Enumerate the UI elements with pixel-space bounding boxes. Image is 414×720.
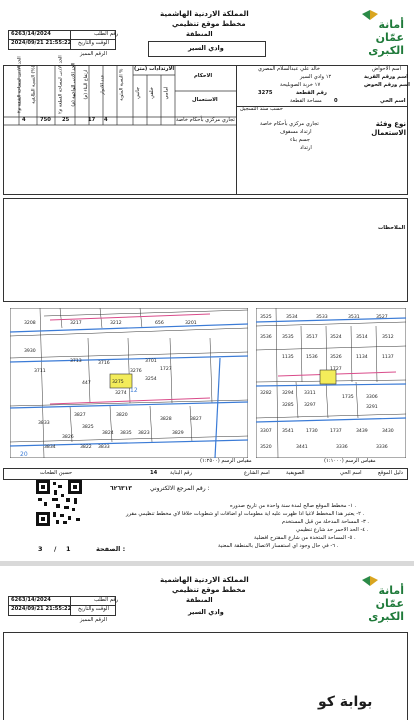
row-floor-ratio: 4: [22, 117, 26, 123]
building-no-value: 14: [150, 470, 158, 476]
svg-text:3285: 3285: [282, 403, 294, 408]
svg-text:12: 12: [130, 387, 138, 394]
svg-text:1134: 1134: [356, 355, 368, 360]
svg-text:3520: 3520: [260, 445, 272, 450]
svg-text:3276: 3276: [130, 369, 142, 374]
request-no-label: رقم الطلب: [94, 31, 119, 37]
svg-text:3824: 3824: [102, 431, 114, 436]
svg-text:1137: 1137: [382, 355, 394, 360]
svg-text:1135: 1135: [282, 355, 294, 360]
condition-2: ٢- يعتبر هذا المخطط لاغيا اذا ظهرت عليه اية مطومات او اضافات او شطوبات خلافا لاي مخطط تنظيمي مقرر .: [126, 511, 365, 517]
svg-text:3825: 3825: [82, 425, 94, 430]
svg-text:عمّان: عمّان: [375, 31, 404, 44]
header-provisions: الاحكام: [194, 73, 213, 79]
header-floors: عدد الادوار: [100, 74, 106, 95]
basin-value: ١٧ خربة الصوبليحة: [280, 82, 321, 88]
area-value: 0: [334, 98, 338, 104]
svg-text:3833: 3833: [38, 421, 50, 426]
reg-area-label: حسب سند التسجيل: [240, 106, 283, 112]
svg-text:3822: 3822: [80, 445, 92, 450]
neighborhood-label: اسم الحي: [380, 98, 406, 104]
map-right-scale: مقياس الرسم (١:١٠٠٠): [324, 458, 376, 464]
svg-text:3829: 3829: [172, 431, 184, 436]
document-title: مخطط موقع تنظيمي: [172, 20, 246, 28]
svg-text:656: 656: [155, 321, 164, 326]
street-label: اسم الشارع: [244, 470, 270, 476]
logo-emblem-icon: [356, 10, 406, 58]
svg-text:3533: 3533: [316, 315, 328, 320]
svg-text:20: 20: [20, 451, 28, 458]
distinct-no-label-2: الرقم المميز: [80, 617, 107, 623]
kingdom-title: المملكة الاردنية الهاشمية: [160, 9, 249, 18]
svg-text:3716: 3716: [98, 361, 110, 366]
electronic-ref-label: رقم المرجع الالكتروني :: [150, 485, 210, 492]
svg-text:3294: 3294: [282, 391, 294, 396]
svg-text:3291: 3291: [366, 405, 378, 410]
svg-text:1730: 1730: [306, 429, 318, 434]
svg-text:3527: 3527: [376, 315, 388, 320]
datetime-value-2: 2024/09/21 21:55:22: [11, 606, 72, 612]
svg-text:3430: 3430: [382, 429, 394, 434]
svg-text:3834: 3834: [44, 445, 56, 450]
header-min-plot: الحد الادنى لمساحة القطعة م٢: [58, 55, 64, 114]
header-back: خلفي: [148, 87, 155, 99]
svg-text:3826: 3826: [62, 435, 74, 440]
region-value: وادي السير: [188, 44, 224, 52]
map-left-locality: [10, 308, 248, 458]
svg-text:3336: 3336: [336, 445, 348, 450]
datetime-value: 2024/09/21 21:55:22: [11, 40, 72, 46]
svg-text:3711: 3711: [34, 369, 46, 374]
amman-logo: [356, 10, 406, 58]
svg-text:3827: 3827: [74, 413, 86, 418]
header-usage: الاستعمال: [192, 97, 218, 103]
svg-text:3208: 3208: [24, 321, 36, 326]
svg-text:أمانة: أمانة: [378, 584, 404, 597]
svg-text:الكبرى: الكبرى: [368, 610, 404, 623]
svg-text:3514: 3514: [356, 335, 368, 340]
document-title-2: مخطط موقع تنظيمي: [172, 586, 246, 594]
plan-guide-label: دليل الموقع: [378, 470, 403, 476]
notes-label: الملاحظات: [378, 225, 406, 231]
svg-text:3275: 3275: [112, 380, 124, 385]
svg-text:3833: 3833: [98, 445, 110, 450]
condition-5: ٥- المساحة المتخذة من شارع المقترح افضلية .: [254, 535, 356, 541]
basin-label: اسم ورقم الحوض: [364, 82, 410, 88]
row-height: 17: [88, 117, 96, 123]
svg-text:1536: 1536: [306, 355, 318, 360]
page-total: 3: [38, 545, 43, 553]
svg-text:3282: 3282: [260, 391, 272, 396]
svg-text:3820: 3820: [116, 413, 128, 418]
header-frontage: الحد الادنى للواجهة (م): [71, 62, 77, 107]
region-label: المنطقة: [186, 30, 213, 38]
header-side: جانبي: [135, 86, 142, 100]
svg-text:3536: 3536: [260, 335, 272, 340]
village-label: اسم ورقم القرية: [364, 74, 409, 80]
page-current: 1: [66, 545, 71, 553]
datetime-label-2: الوقت والتاريخ: [78, 606, 109, 612]
svg-text:3201: 3201: [185, 321, 197, 326]
logo-emblem-icon: [356, 576, 406, 624]
svg-text:3439: 3439: [356, 429, 368, 434]
notes-box: [3, 198, 408, 302]
sowaifieh-value: الصويفية: [286, 470, 305, 476]
svg-text:3274: 3274: [115, 391, 127, 396]
svg-text:3306: 3306: [366, 395, 378, 400]
owner-value: خالد علي عبدالسلام المصري: [258, 66, 320, 72]
header-min-apartment: الحد الادنى لمساحة الشقة م٢: [17, 56, 23, 113]
svg-text:عمّان: عمّان: [375, 597, 404, 610]
qr-code: [36, 480, 82, 526]
condition-6: ٦- في حال وجود اي استفسار الاتصال بالمنطقة المعنية .: [218, 543, 339, 549]
plot-no-label: رقم القطعة: [296, 90, 327, 96]
page-label: الصفحة :: [96, 545, 126, 553]
svg-text:3713: 3713: [70, 359, 82, 364]
amman-logo-2: [356, 576, 406, 624]
svg-text:3828: 3828: [160, 417, 172, 422]
svg-text:3311: 3311: [304, 391, 316, 396]
map-right-detail: [256, 308, 406, 458]
request-no-value: 6263/14/2024: [11, 31, 51, 37]
svg-text:3297: 3297: [304, 403, 316, 408]
svg-text:1727: 1727: [160, 367, 172, 372]
zoning-line-4: ارتداد: [300, 145, 312, 151]
request-no-label-2: رقم الطلب: [94, 597, 119, 603]
row-floors: 4: [104, 117, 108, 123]
datetime-label: الوقت والتاريخ: [78, 40, 109, 46]
svg-text:3217: 3217: [70, 321, 82, 326]
svg-text:3531: 3531: [348, 315, 360, 320]
svg-text:3212: 3212: [110, 321, 122, 326]
svg-text:3524: 3524: [330, 335, 342, 340]
site-plan-page-2: [0, 566, 414, 720]
svg-text:3254: 3254: [145, 377, 157, 382]
village-value: ١٢ وادي السير: [300, 74, 332, 80]
svg-text:أمانة: أمانة: [378, 18, 404, 31]
condition-1: ١- مخطط الموقع صالح لمدة سنة واحدة من تاريخ صدوره .: [230, 503, 357, 509]
svg-text:3512: 3512: [382, 335, 394, 340]
svg-text:3823: 3823: [138, 431, 150, 436]
condition-4: ٤- الحد الاحمر حد شارع تنظيمي .: [296, 527, 369, 533]
neighborhood-label-row: اسم الحي: [340, 470, 362, 476]
header-height: ارتفاع البناء (م): [84, 69, 90, 100]
svg-text:3541: 3541: [282, 429, 294, 434]
region-value-2: وادي السير: [188, 608, 224, 616]
kingdom-title-2: المملكة الاردنية الهاشمية: [160, 575, 249, 584]
svg-text:3930: 3930: [24, 349, 36, 354]
watermark-logo: بوابة كو: [318, 694, 373, 710]
svg-text:3701: 3701: [145, 359, 157, 364]
header-front: امامي: [163, 86, 170, 100]
request-no-value-2: 6263/14/2024: [11, 597, 51, 603]
zoning-line-1: تجاري مركزي بأحكام خاصة: [260, 121, 319, 127]
svg-text:447: 447: [82, 381, 91, 386]
zoning-label: نوع وفئة الاستعمال: [371, 120, 406, 138]
electronic-ref-value: ٦٢٦٣١٣: [110, 485, 132, 492]
building-no-label: رقم البناية: [170, 470, 193, 476]
svg-text:3835: 3835: [120, 431, 132, 436]
svg-text:3827: 3827: [190, 417, 202, 422]
zoning-line-3: جسم بناء: [290, 137, 310, 143]
plot-no-value: 3275: [258, 90, 273, 96]
svg-text:3307: 3307: [260, 429, 272, 434]
row-frontage: 25: [62, 117, 70, 123]
svg-text:3441: 3441: [296, 445, 308, 450]
header-percentage: النسبة المئوية %: [119, 68, 125, 101]
svg-text:1737: 1737: [330, 429, 342, 434]
svg-text:3517: 3517: [306, 335, 318, 340]
svg-text:3525: 3525: [260, 315, 272, 320]
page-separator: /: [54, 545, 57, 553]
svg-text:1735: 1735: [342, 395, 354, 400]
svg-text:الكبرى: الكبرى: [368, 44, 404, 57]
owner-label: اسم الاحواض: [372, 66, 401, 72]
svg-text:3526: 3526: [330, 355, 342, 360]
distinct-no-label: الرقم المميز: [80, 51, 107, 57]
svg-text:3534: 3534: [286, 315, 298, 320]
header-floor-ratio: النسبة الطابقية (%): [31, 65, 37, 104]
svg-text:3336: 3336: [376, 445, 388, 450]
zoning-line-2: ارتداد مسقوف: [280, 129, 312, 135]
svg-text:3535: 3535: [282, 335, 294, 340]
condition-3: ٣- المساحة المدخلة من قبل المستخدم .: [282, 519, 370, 525]
row-usage: تجاري مركزي بأحكام خاصة: [176, 117, 235, 123]
area-label: مساحة القطعة: [290, 98, 322, 104]
svg-text:1727: 1727: [330, 367, 342, 372]
row-min-plot: 750: [40, 117, 51, 123]
header-setbacks: الارتدادات (متر): [134, 66, 175, 72]
region-label-2: المنطقة: [186, 596, 213, 604]
map-left-scale: مقياس الرسم (١:٢٥٠٠): [200, 458, 252, 464]
prepared-by: حسين الطحات: [40, 470, 73, 476]
